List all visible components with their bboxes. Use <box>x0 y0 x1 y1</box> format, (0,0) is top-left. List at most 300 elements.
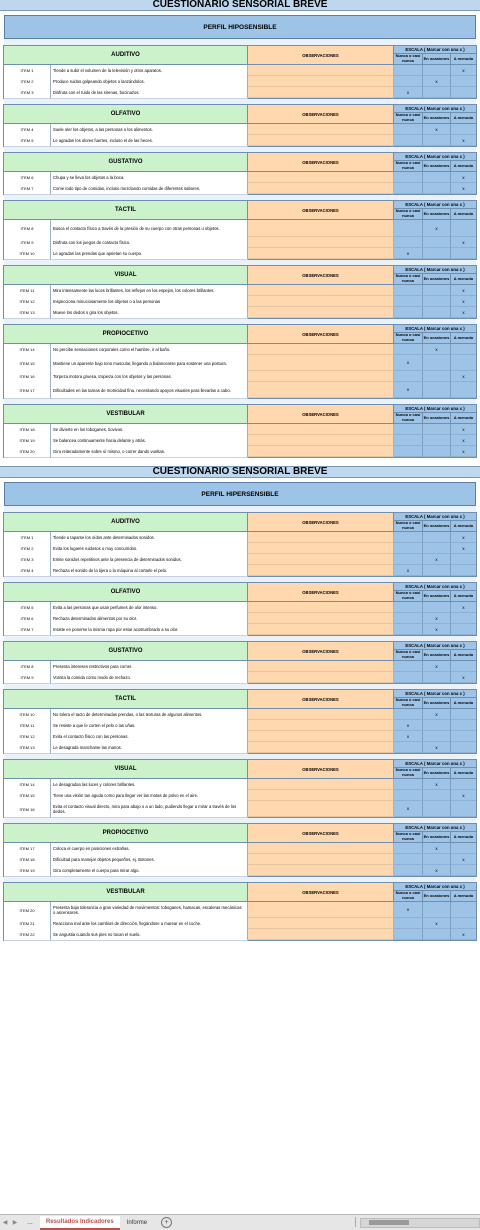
scale-option-ocasiones: En ocasiones <box>423 521 451 532</box>
scale-cell-3[interactable]: x <box>451 424 476 435</box>
scale-cell-2[interactable] <box>423 65 451 76</box>
item-label: ITEM 19 <box>4 435 51 447</box>
scale-cell-3[interactable] <box>451 709 476 720</box>
scale-cell-2[interactable] <box>423 382 451 398</box>
item-row-1 <box>4 532 248 543</box>
observaciones-header: OBSERVACIONES <box>248 583 394 602</box>
scale-cell-2[interactable] <box>423 854 451 865</box>
scale-cell-3[interactable] <box>451 554 476 565</box>
scale-cell-3[interactable]: x <box>451 672 476 683</box>
category-name: GUSTATIVO <box>4 153 248 172</box>
item-row-2 <box>4 355 248 371</box>
observations-cell[interactable] <box>248 371 394 382</box>
scale-header: ESCALA ( Marcar con una x ) <box>394 883 476 891</box>
scale-cell-1[interactable]: x <box>394 731 423 742</box>
observations-cell[interactable] <box>248 382 394 398</box>
scale-cell-2[interactable] <box>423 248 451 259</box>
scale-cell-1[interactable]: x <box>394 248 423 259</box>
scale-option-menudo: A menudo <box>451 591 476 602</box>
category-name: AUDITIVO <box>4 46 248 65</box>
scale-cell-1[interactable]: x <box>394 902 423 918</box>
item-label: ITEM 10 <box>4 709 51 721</box>
scale-cell-1[interactable] <box>394 790 423 801</box>
scale-cell-2[interactable] <box>423 285 451 296</box>
item-label: ITEM 15 <box>4 355 51 372</box>
tab-resultados-indicadores[interactable]: Resultados Indicadores <box>40 1216 120 1230</box>
observations-cell[interactable] <box>248 779 394 790</box>
category-name: AUDITIVO <box>4 513 248 532</box>
scale-option-menudo: A menudo <box>451 333 476 344</box>
scale-header: ESCALA ( Marcar con una x ) <box>394 824 476 832</box>
observations-cell[interactable] <box>248 672 394 683</box>
questionnaire-title: CUESTIONARIO SENSORIAL BREVE <box>0 0 480 11</box>
scale-cell-2[interactable] <box>423 435 451 446</box>
scale-cell-2[interactable]: x <box>423 779 451 790</box>
scale-cell-2[interactable] <box>423 929 451 940</box>
tab-ellipsis[interactable]: … <box>27 1219 33 1226</box>
item-row-1 <box>4 124 248 135</box>
observations-cell[interactable] <box>248 435 394 446</box>
scale-cell-2[interactable]: x <box>423 742 451 753</box>
item-label: ITEM 6 <box>4 613 51 625</box>
scale-cell-1[interactable] <box>394 532 423 543</box>
observations-cell[interactable] <box>248 929 394 940</box>
item-label: ITEM 2 <box>4 543 51 555</box>
scale-cell-3[interactable] <box>451 355 476 371</box>
scale-cell-3[interactable] <box>451 801 476 817</box>
scale-option-nunca: Nunca o casi nunca <box>394 698 423 709</box>
scale-cell-2[interactable] <box>423 672 451 683</box>
category-table-auditivo <box>3 512 477 577</box>
observations-cell[interactable] <box>248 355 394 371</box>
scale-cell-3[interactable] <box>451 624 476 635</box>
scale-cell-1[interactable] <box>394 296 423 307</box>
scale-cell-3[interactable] <box>451 865 476 876</box>
observaciones-header: OBSERVACIONES <box>248 513 394 532</box>
horizontal-scrollbar[interactable] <box>360 1218 480 1228</box>
scale-cell-3[interactable]: x <box>451 135 476 146</box>
item-row-1 <box>4 709 248 720</box>
scale-cell-1[interactable] <box>394 183 423 194</box>
scale-cell-2[interactable]: x <box>423 220 451 237</box>
scale-cell-1[interactable] <box>394 344 423 355</box>
observations-cell[interactable] <box>248 124 394 135</box>
observations-cell[interactable] <box>248 801 394 817</box>
item-label: ITEM 8 <box>4 220 51 238</box>
item-label: ITEM 14 <box>4 344 51 356</box>
category-name: VESTIBULAR <box>4 883 248 902</box>
scale-cell-3[interactable] <box>451 902 476 918</box>
item-label: ITEM 18 <box>4 424 51 436</box>
item-label: ITEM 1 <box>4 65 51 77</box>
scale-cell-3[interactable]: x <box>451 183 476 194</box>
scale-cell-2[interactable] <box>423 731 451 742</box>
scale-cell-2[interactable] <box>423 172 451 183</box>
observations-cell[interactable] <box>248 87 394 98</box>
observations-cell[interactable] <box>248 624 394 635</box>
scale-cell-3[interactable]: x <box>451 371 476 382</box>
scale-cell-2[interactable] <box>423 532 451 543</box>
prev-sheet-icon[interactable]: ◀ <box>2 1220 8 1226</box>
scale-cell-2[interactable]: x <box>423 624 451 635</box>
scale-option-ocasiones: En ocasiones <box>423 768 451 779</box>
tab-informe[interactable]: Informe <box>126 1219 148 1226</box>
scale-cell-2[interactable]: x <box>423 865 451 876</box>
item-text: Se angustia cuando sus pies no tocan el suelo. <box>51 929 248 941</box>
scale-cell-3[interactable] <box>451 76 476 87</box>
item-row-4 <box>4 565 248 576</box>
scale-cell-3[interactable] <box>451 731 476 742</box>
scale-cell-3[interactable] <box>451 382 476 398</box>
scale-cell-1[interactable]: x <box>394 801 423 817</box>
observations-cell[interactable] <box>248 424 394 435</box>
scale-option-ocasiones: En ocasiones <box>423 113 451 124</box>
scale-cell-3[interactable]: x <box>451 307 476 318</box>
scale-option-ocasiones: En ocasiones <box>423 832 451 843</box>
observations-cell[interactable] <box>248 344 394 355</box>
scale-cell-3[interactable]: x <box>451 532 476 543</box>
item-label: ITEM 20 <box>4 902 51 919</box>
add-sheet-icon[interactable]: + <box>161 1217 172 1228</box>
scale-cell-2[interactable] <box>423 307 451 318</box>
observations-cell[interactable] <box>248 220 394 237</box>
scale-cell-3[interactable] <box>451 918 476 929</box>
scale-header: ESCALA ( Marcar con una x ) <box>394 46 476 54</box>
item-row-2 <box>4 918 248 929</box>
observaciones-header: OBSERVACIONES <box>248 824 394 843</box>
scale-cell-3[interactable]: x <box>451 929 476 940</box>
item-label: ITEM 14 <box>4 779 51 791</box>
item-row-4 <box>4 382 248 398</box>
observations-cell[interactable] <box>248 285 394 296</box>
item-text: Torpeza motora gruesa, tropieza con los objetos y las personas. <box>51 371 248 383</box>
scale-cell-1[interactable] <box>394 624 423 635</box>
item-label: ITEM 15 <box>4 790 51 802</box>
scale-cell-2[interactable] <box>423 801 451 817</box>
category-name: PROPIOCETIVO <box>4 325 248 344</box>
scale-cell-2[interactable]: x <box>423 918 451 929</box>
scale-cell-1[interactable] <box>394 307 423 318</box>
item-text: Emite sonidos repetitivos ante la presencia de determinados sonidos. <box>51 554 248 566</box>
item-text: Evita a las personas que usan perfumes de olor intenso. <box>51 602 248 614</box>
category-name: PROPIOCETIVO <box>4 824 248 843</box>
item-text: Se balancea continuamente hacia delante y atrás. <box>51 435 248 447</box>
scale-cell-3[interactable] <box>451 565 476 576</box>
observations-cell[interactable] <box>248 865 394 876</box>
item-row-3 <box>4 87 248 98</box>
scale-cell-2[interactable] <box>423 446 451 457</box>
scale-cell-3[interactable] <box>451 613 476 624</box>
scale-cell-2[interactable]: x <box>423 76 451 87</box>
item-text: Chupa y se lleva los objetos a la boca. <box>51 172 248 184</box>
observations-cell[interactable] <box>248 902 394 918</box>
scale-cell-3[interactable]: x <box>451 435 476 446</box>
item-label: ITEM 12 <box>4 296 51 308</box>
scale-cell-3[interactable] <box>451 720 476 731</box>
observations-cell[interactable] <box>248 65 394 76</box>
scale-cell-3[interactable]: x <box>451 285 476 296</box>
scale-cell-1[interactable] <box>394 779 423 790</box>
observaciones-header: OBSERVACIONES <box>248 105 394 124</box>
category-table-tactil <box>3 689 477 754</box>
sheet-tab-bar <box>0 1214 480 1230</box>
item-text: Mueve los dedos o gira los objetos. <box>51 307 248 319</box>
scale-cell-2[interactable] <box>423 790 451 801</box>
category-table-auditivo <box>3 45 477 99</box>
observations-cell[interactable] <box>248 602 394 613</box>
observations-cell[interactable] <box>248 237 394 248</box>
observations-cell[interactable] <box>248 742 394 753</box>
item-text: No percibe sensaciones corporales como el hambre, ir al baño. <box>51 344 248 356</box>
scale-cell-2[interactable] <box>423 87 451 98</box>
item-row-3 <box>4 307 248 318</box>
item-row-3 <box>4 865 248 876</box>
observaciones-header: OBSERVACIONES <box>248 46 394 65</box>
observations-cell[interactable] <box>248 76 394 87</box>
item-text: Insiste en ponerse la misma ropa por estar acostumbrado a su olor. <box>51 624 248 636</box>
scale-cell-3[interactable] <box>451 344 476 355</box>
scale-cell-1[interactable] <box>394 65 423 76</box>
item-label: ITEM 11 <box>4 285 51 297</box>
scale-cell-1[interactable] <box>394 543 423 554</box>
scale-cell-1[interactable] <box>394 237 423 248</box>
scale-cell-3[interactable] <box>451 843 476 854</box>
scale-cell-2[interactable] <box>423 237 451 248</box>
item-text: Reacciona mal ante los cambios de dirección, llegándose a marear en el coche. <box>51 918 248 930</box>
scale-option-nunca: Nunca o casi nunca <box>394 591 423 602</box>
scale-cell-1[interactable]: x <box>394 720 423 731</box>
scale-cell-1[interactable] <box>394 613 423 624</box>
scale-cell-1[interactable] <box>394 76 423 87</box>
observations-cell[interactable] <box>248 613 394 624</box>
scale-cell-2[interactable] <box>423 371 451 382</box>
scale-cell-2[interactable]: x <box>423 613 451 624</box>
scale-cell-1[interactable] <box>394 602 423 613</box>
item-text: Le desagradan las luces y colores brillantes. <box>51 779 248 791</box>
scale-cell-1[interactable] <box>394 918 423 929</box>
scale-option-menudo: A menudo <box>451 521 476 532</box>
observations-cell[interactable] <box>248 248 394 259</box>
scale-cell-2[interactable] <box>423 355 451 371</box>
observaciones-header: OBSERVACIONES <box>248 642 394 661</box>
scale-cell-3[interactable]: x <box>451 790 476 801</box>
scale-cell-1[interactable] <box>394 843 423 854</box>
observations-cell[interactable] <box>248 720 394 731</box>
scale-cell-1[interactable] <box>394 929 423 940</box>
item-text: Dificultades en las tareas de motricidad fina, necesitando apoyos visuales para llevarlas a cabo. <box>51 382 248 399</box>
item-text: Come todo tipo de comidas, incluso mezclando comidas de diferentes sabores. <box>51 183 248 195</box>
category-table-tactil <box>3 200 477 260</box>
item-text: Tiene una visión tan aguda como para llegar ver las motas de polvo en el aire. <box>51 790 248 802</box>
scale-cell-2[interactable] <box>423 602 451 613</box>
scale-option-menudo: A menudo <box>451 54 476 65</box>
observations-cell[interactable] <box>248 543 394 554</box>
scale-cell-1[interactable] <box>394 172 423 183</box>
category-table-propiocetivo <box>3 823 477 877</box>
scale-cell-1[interactable]: x <box>394 382 423 398</box>
observations-cell[interactable] <box>248 296 394 307</box>
item-row-2 <box>4 672 248 683</box>
scale-cell-3[interactable]: x <box>451 172 476 183</box>
scale-option-nunca: Nunca o casi nunca <box>394 333 423 344</box>
scale-cell-1[interactable] <box>394 285 423 296</box>
scale-option-ocasiones: En ocasiones <box>423 698 451 709</box>
scale-cell-3[interactable] <box>451 248 476 259</box>
scale-cell-2[interactable] <box>423 424 451 435</box>
scale-cell-1[interactable] <box>394 124 423 135</box>
item-text: No tolera el tacto de determinadas prendas, o las texturas de algunos alimentos. <box>51 709 248 721</box>
scale-cell-3[interactable]: x <box>451 65 476 76</box>
item-text: Busca el contacto físico a través de la presión de su cuerpo con otras personas u objetos. <box>51 220 248 238</box>
scale-cell-1[interactable] <box>394 220 423 237</box>
item-row-3 <box>4 371 248 382</box>
scale-option-nunca: Nunca o casi nunca <box>394 274 423 285</box>
observaciones-header: OBSERVACIONES <box>248 690 394 709</box>
item-row-2 <box>4 76 248 87</box>
item-row-3 <box>4 731 248 742</box>
scale-cell-3[interactable]: x <box>451 237 476 248</box>
item-text: Presenta baja tolerancia a gran variedad de movimientos: toboganes, hamacas, escaleras mecánicas o ascensores. <box>51 902 248 919</box>
item-row-1 <box>4 902 248 918</box>
observations-cell[interactable] <box>248 790 394 801</box>
observations-cell[interactable] <box>248 854 394 865</box>
item-label: ITEM 6 <box>4 172 51 184</box>
scale-cell-1[interactable] <box>394 435 423 446</box>
observations-cell[interactable] <box>248 532 394 543</box>
scale-header: ESCALA ( Marcar con una x ) <box>394 266 476 274</box>
item-row-2 <box>4 613 248 624</box>
scale-cell-2[interactable] <box>423 565 451 576</box>
observaciones-header: OBSERVACIONES <box>248 266 394 285</box>
scale-cell-2[interactable]: x <box>423 554 451 565</box>
observaciones-header: OBSERVACIONES <box>248 153 394 172</box>
observations-cell[interactable] <box>248 307 394 318</box>
scale-cell-1[interactable]: x <box>394 87 423 98</box>
scale-cell-1[interactable] <box>394 554 423 565</box>
profile-banner: PERFIL HIPERSENSIBLE <box>4 482 476 506</box>
scale-cell-3[interactable]: x <box>451 543 476 554</box>
item-text: Le agradan los olores fuertes, incluso el de las heces. <box>51 135 248 147</box>
observations-cell[interactable] <box>248 709 394 720</box>
scale-cell-3[interactable] <box>451 220 476 237</box>
questionnaire-title: CUESTIONARIO SENSORIAL BREVE <box>0 467 480 478</box>
scale-cell-1[interactable] <box>394 371 423 382</box>
scale-cell-2[interactable]: x <box>423 344 451 355</box>
scale-cell-1[interactable] <box>394 135 423 146</box>
scale-cell-2[interactable] <box>423 543 451 554</box>
scale-option-ocasiones: En ocasiones <box>423 274 451 285</box>
observations-cell[interactable] <box>248 446 394 457</box>
scale-cell-1[interactable] <box>394 661 423 672</box>
item-label: ITEM 12 <box>4 731 51 743</box>
scale-cell-1[interactable] <box>394 709 423 720</box>
scale-cell-2[interactable] <box>423 720 451 731</box>
item-text: Se resiste a que le corten el pelo o las uñas. <box>51 720 248 732</box>
scale-cell-1[interactable] <box>394 865 423 876</box>
scale-cell-1[interactable]: x <box>394 355 423 371</box>
item-row-3 <box>4 929 248 940</box>
scale-option-menudo: A menudo <box>451 113 476 124</box>
category-table-propiocetivo <box>3 324 477 399</box>
scale-option-ocasiones: En ocasiones <box>423 591 451 602</box>
scale-cell-1[interactable] <box>394 446 423 457</box>
scale-cell-3[interactable]: x <box>451 602 476 613</box>
scale-cell-3[interactable] <box>451 742 476 753</box>
item-row-2 <box>4 435 248 446</box>
observaciones-header: OBSERVACIONES <box>248 201 394 220</box>
scale-option-nunca: Nunca o casi nunca <box>394 891 423 902</box>
item-row-2 <box>4 854 248 865</box>
scale-cell-1[interactable] <box>394 854 423 865</box>
scale-cell-2[interactable]: x <box>423 843 451 854</box>
observaciones-header: OBSERVACIONES <box>248 883 394 902</box>
scale-cell-1[interactable]: x <box>394 565 423 576</box>
item-row-2 <box>4 237 248 248</box>
item-row-2 <box>4 720 248 731</box>
observations-cell[interactable] <box>248 731 394 742</box>
scale-cell-2[interactable] <box>423 902 451 918</box>
category-name: VISUAL <box>4 266 248 285</box>
observations-cell[interactable] <box>248 843 394 854</box>
scale-cell-2[interactable]: x <box>423 124 451 135</box>
category-table-vestibular <box>3 404 477 458</box>
category-table-vestibular <box>3 882 477 941</box>
item-row-3 <box>4 554 248 565</box>
item-text: Suele oler los objetos, a las personas o los alimentos. <box>51 124 248 136</box>
observations-cell[interactable] <box>248 554 394 565</box>
scale-option-nunca: Nunca o casi nunca <box>394 768 423 779</box>
scale-cell-2[interactable] <box>423 183 451 194</box>
scale-cell-1[interactable] <box>394 424 423 435</box>
item-label: ITEM 16 <box>4 801 51 818</box>
scale-cell-3[interactable] <box>451 779 476 790</box>
scale-header: ESCALA ( Marcar con una x ) <box>394 325 476 333</box>
scale-cell-3[interactable] <box>451 87 476 98</box>
observations-cell[interactable] <box>248 565 394 576</box>
scale-header: ESCALA ( Marcar con una x ) <box>394 201 476 209</box>
scale-cell-3[interactable]: x <box>451 854 476 865</box>
scale-cell-3[interactable] <box>451 661 476 672</box>
scale-cell-2[interactable] <box>423 296 451 307</box>
item-text: Evita los lugares ruidosos o muy concurridos. <box>51 543 248 555</box>
scale-cell-1[interactable] <box>394 672 423 683</box>
item-label: ITEM 3 <box>4 87 51 99</box>
observations-cell[interactable] <box>248 135 394 146</box>
scale-cell-3[interactable]: x <box>451 296 476 307</box>
observations-cell[interactable] <box>248 183 394 194</box>
next-sheet-icon[interactable]: ▶ <box>12 1220 18 1226</box>
item-text: Gira reiteradamente sobre sí mismo, o correr dando vueltas. <box>51 446 248 458</box>
scale-cell-2[interactable]: x <box>423 709 451 720</box>
item-row-3 <box>4 248 248 259</box>
observations-cell[interactable] <box>248 172 394 183</box>
observations-cell[interactable] <box>248 918 394 929</box>
scale-cell-2[interactable]: x <box>423 661 451 672</box>
scrollbar-thumb[interactable] <box>369 1220 409 1225</box>
category-name: TACTIL <box>4 690 248 709</box>
scale-header: ESCALA ( Marcar con una x ) <box>394 405 476 413</box>
item-label: ITEM 8 <box>4 661 51 673</box>
observations-cell[interactable] <box>248 661 394 672</box>
item-text: Le desagrada mancharse las manos. <box>51 742 248 754</box>
scale-cell-3[interactable]: x <box>451 446 476 457</box>
profile-banner: PERFIL HIPOSENSIBLE <box>4 15 476 39</box>
item-text: Mantiene un aparente bajo tono muscular, llegando a balancearse para sostener una postura. <box>51 355 248 372</box>
scale-cell-2[interactable] <box>423 135 451 146</box>
scale-cell-3[interactable] <box>451 124 476 135</box>
scale-cell-1[interactable] <box>394 742 423 753</box>
item-label: ITEM 4 <box>4 124 51 136</box>
